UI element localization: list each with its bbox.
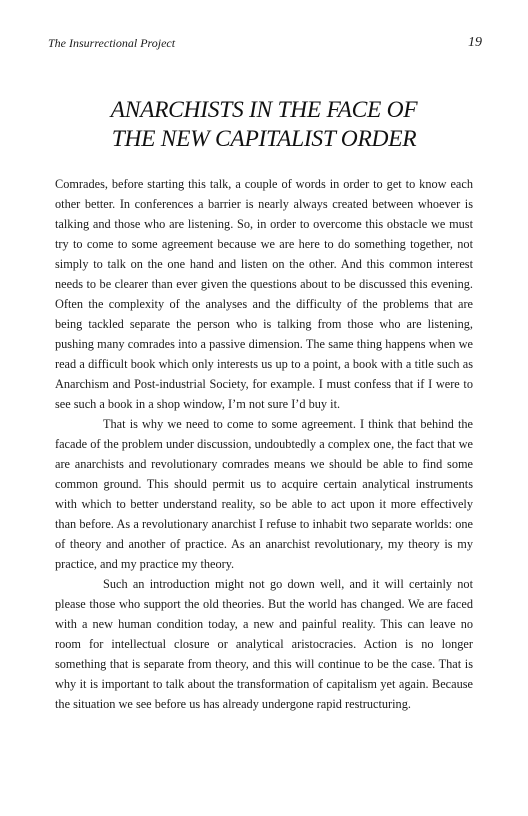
chapter-title-line-2: THE NEW CAPITALIST ORDER bbox=[111, 126, 417, 152]
paragraph-1: Comrades, before starting this talk, a couple of words in order to get to know each other better. In conferences a barrier is nearly always created between whoever is talking and those who are listening. So, in order to overcome this obstacle we must try to come to some agreement because we are here to do something together, not simply to talk on the one hand and listen on the other. And this common interest needs to be clearer than ever given the questions about to be discussed this evening. Often the complexity of the analyses and the difficulty of the problems that are being tackled separate the person who is talking from those who are listening, pushing many comrades into a passive dimension. The same thing happens when we read a difficult book which only interests us up to a point, a book with a title such as Anarchism and Post-industrial Society, for example. I must confess that if I were to see such a book in a shop window, I’m not sure I’d buy it. bbox=[55, 177, 473, 411]
page-number: 19 bbox=[468, 35, 482, 50]
chapter-title bbox=[54, 96, 474, 154]
body-text bbox=[55, 174, 473, 714]
paragraph-2: That is why we need to come to some agreement. I think that behind the facade of the problem under discussion, undoubtedly a complex one, the fact that we are anarchists and revolutionary comrades means we should be able to find some common ground. This should permit us to acquire certain analytical instruments with which to better understand reality, so be able to act upon it more effectively than before. As a revolutionary anarchist I refuse to inhabit two separate worlds: one of theory and another of practice. As an anarchist revolutionary, my theory is my practice, and my practice my theory. bbox=[55, 417, 473, 571]
paragraph-3: Such an introduction might not go down well, and it will certainly not please those who support the old theories. But the world has changed. We are faced with a new human condition today, a new and painful reality. This can leave no room for intellectual closure or analytical aristocracies. Action is no longer something that is separate from theory, and this will continue to be the case. That is why it is important to talk about the transformation of capitalism yet again. Because the situation we see before us has already undergone rapid restructuring. bbox=[55, 577, 473, 711]
running-header-book-title: The Insurrectional Project bbox=[48, 36, 176, 50]
running-header bbox=[48, 34, 482, 52]
chapter-title-line-1: ANARCHISTS IN THE FACE OF bbox=[110, 97, 418, 123]
